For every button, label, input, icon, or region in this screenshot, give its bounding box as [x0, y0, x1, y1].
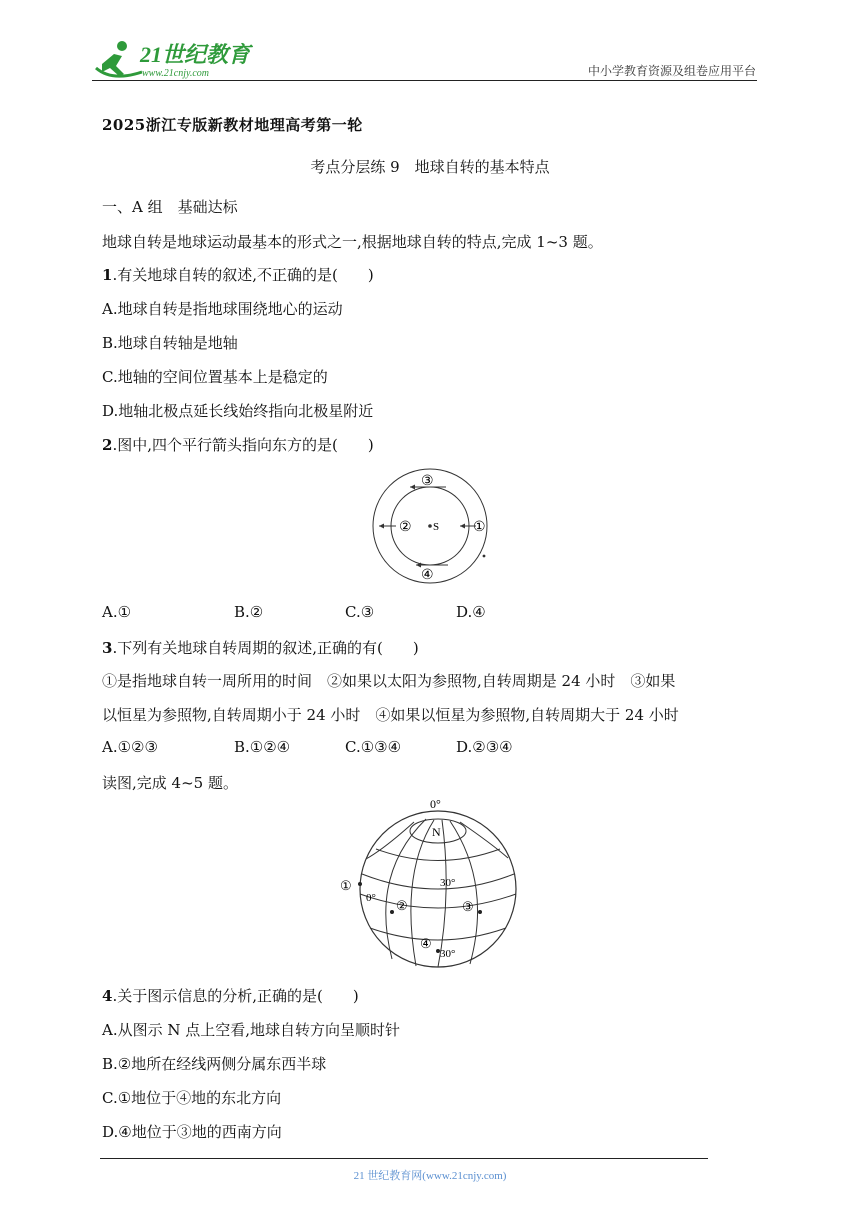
left-meridian-label: 0°: [366, 892, 376, 904]
q3-option-d[interactable]: D.②③④: [456, 738, 513, 756]
globe-figure: [330, 794, 530, 970]
q2-options: [102, 603, 486, 621]
q1-option-d[interactable]: D.地轴北极点延长线始终指向北极星附近: [102, 402, 374, 420]
q3-option-b[interactable]: B.①②④: [234, 738, 291, 756]
q2-option-a[interactable]: A.①: [102, 603, 132, 621]
lesson-title: 考点分层练 9 地球自转的基本特点: [310, 158, 550, 176]
question-text: .有关地球自转的叙述,不正确的是( ): [112, 266, 374, 284]
arrow-2: [379, 524, 396, 529]
q3-statements-line-1: ①是指地球自转一周所用的时间 ②如果以太阳为参照物,自转周期是 24 小时 ③如果: [102, 672, 676, 690]
q3-statements-line-2: 以恒星为参照物,自转周期小于 24 小时 ④如果以恒星为参照物,自转周期大于 24 小时: [102, 706, 679, 724]
arrow-4: [416, 563, 448, 568]
question-number: 2: [102, 436, 113, 454]
series-title: 2025浙江专版新教材地理高考第一轮: [102, 116, 363, 134]
question-2-stem: [102, 434, 374, 455]
question-text: .下列有关地球自转周期的叙述,正确的有( ): [112, 639, 419, 657]
q4-option-a[interactable]: A.从图示 N 点上空看,地球自转方向呈顺时针: [102, 1021, 401, 1039]
q3-option-a[interactable]: A.①②③: [102, 738, 158, 756]
top-meridian-label: 0°: [430, 797, 441, 811]
point-3-label: ③: [462, 899, 474, 914]
logo-text: 21世纪教育: [140, 42, 251, 67]
point-4-label: ④: [420, 936, 432, 951]
meridian-6: [460, 822, 508, 858]
footer-divider: [100, 1158, 708, 1159]
latitude-lower: [370, 928, 506, 940]
question-4-stem: [102, 985, 359, 1006]
question-1-stem: [102, 264, 374, 285]
q2-option-b[interactable]: B.②: [234, 603, 264, 621]
footer-site-link[interactable]: 21 世纪教育网(www.21cnjy.com): [353, 1170, 507, 1182]
q3-options: [102, 738, 513, 756]
q2-option-c[interactable]: C.③: [345, 603, 375, 621]
meridian-3: [438, 820, 446, 967]
meridian-4: [450, 821, 478, 964]
q4-option-b[interactable]: B.②地所在经线两侧分属东西半球: [102, 1055, 327, 1073]
point-1-label: ①: [340, 878, 352, 893]
label-2: ②: [399, 520, 412, 535]
q1-option-c[interactable]: C.地轴的空间位置基本上是稳定的: [102, 368, 328, 386]
intro-4-5: 读图,完成 4~5 题。: [102, 774, 238, 792]
question-number: 3: [102, 639, 113, 657]
upper-lat-label: 30°: [440, 877, 456, 889]
question-3-stem: [102, 637, 419, 658]
latitude-upper-2: [362, 874, 514, 889]
runner-icon: [96, 41, 142, 76]
intro-1-3: 地球自转是地球运动最基本的形式之一,根据地球自转的特点,完成 1~3 题。: [102, 233, 603, 251]
point-2-label: ②: [396, 898, 408, 913]
label-3: ③: [421, 474, 434, 489]
section-heading: 一、A 组 基础达标: [102, 198, 238, 216]
label-s: S: [433, 521, 440, 533]
logo-url: www.21cnjy.com: [142, 68, 210, 79]
site-logo: [92, 38, 262, 82]
question-text: .关于图示信息的分析,正确的是( ): [112, 987, 359, 1005]
q4-option-c[interactable]: C.①地位于④地的东北方向: [102, 1089, 282, 1107]
lower-lat-label: 30°: [440, 948, 456, 960]
header-divider: [92, 80, 757, 81]
label-1: ①: [473, 520, 486, 535]
question-number: 4: [102, 987, 113, 1005]
question-text: .图中,四个平行箭头指向东方的是( ): [112, 436, 374, 454]
q4-option-d[interactable]: D.④地位于③地的西南方向: [102, 1123, 282, 1141]
q2-option-d[interactable]: D.④: [456, 603, 486, 621]
site-tagline: 中小学教育资源及组卷应用平台: [587, 64, 756, 78]
q3-option-c[interactable]: C.①③④: [345, 738, 402, 756]
question-number: 1: [102, 266, 113, 284]
q1-option-b[interactable]: B.地球自转轴是地轴: [102, 334, 238, 352]
latitude-upper-1: [376, 849, 500, 861]
pole-label: N: [432, 825, 441, 839]
label-4: ④: [421, 568, 434, 583]
polar-view-figure: [366, 466, 496, 590]
equator: [360, 894, 516, 908]
q1-option-a[interactable]: A.地球自转是指地球围绕地心的运动: [102, 300, 343, 318]
